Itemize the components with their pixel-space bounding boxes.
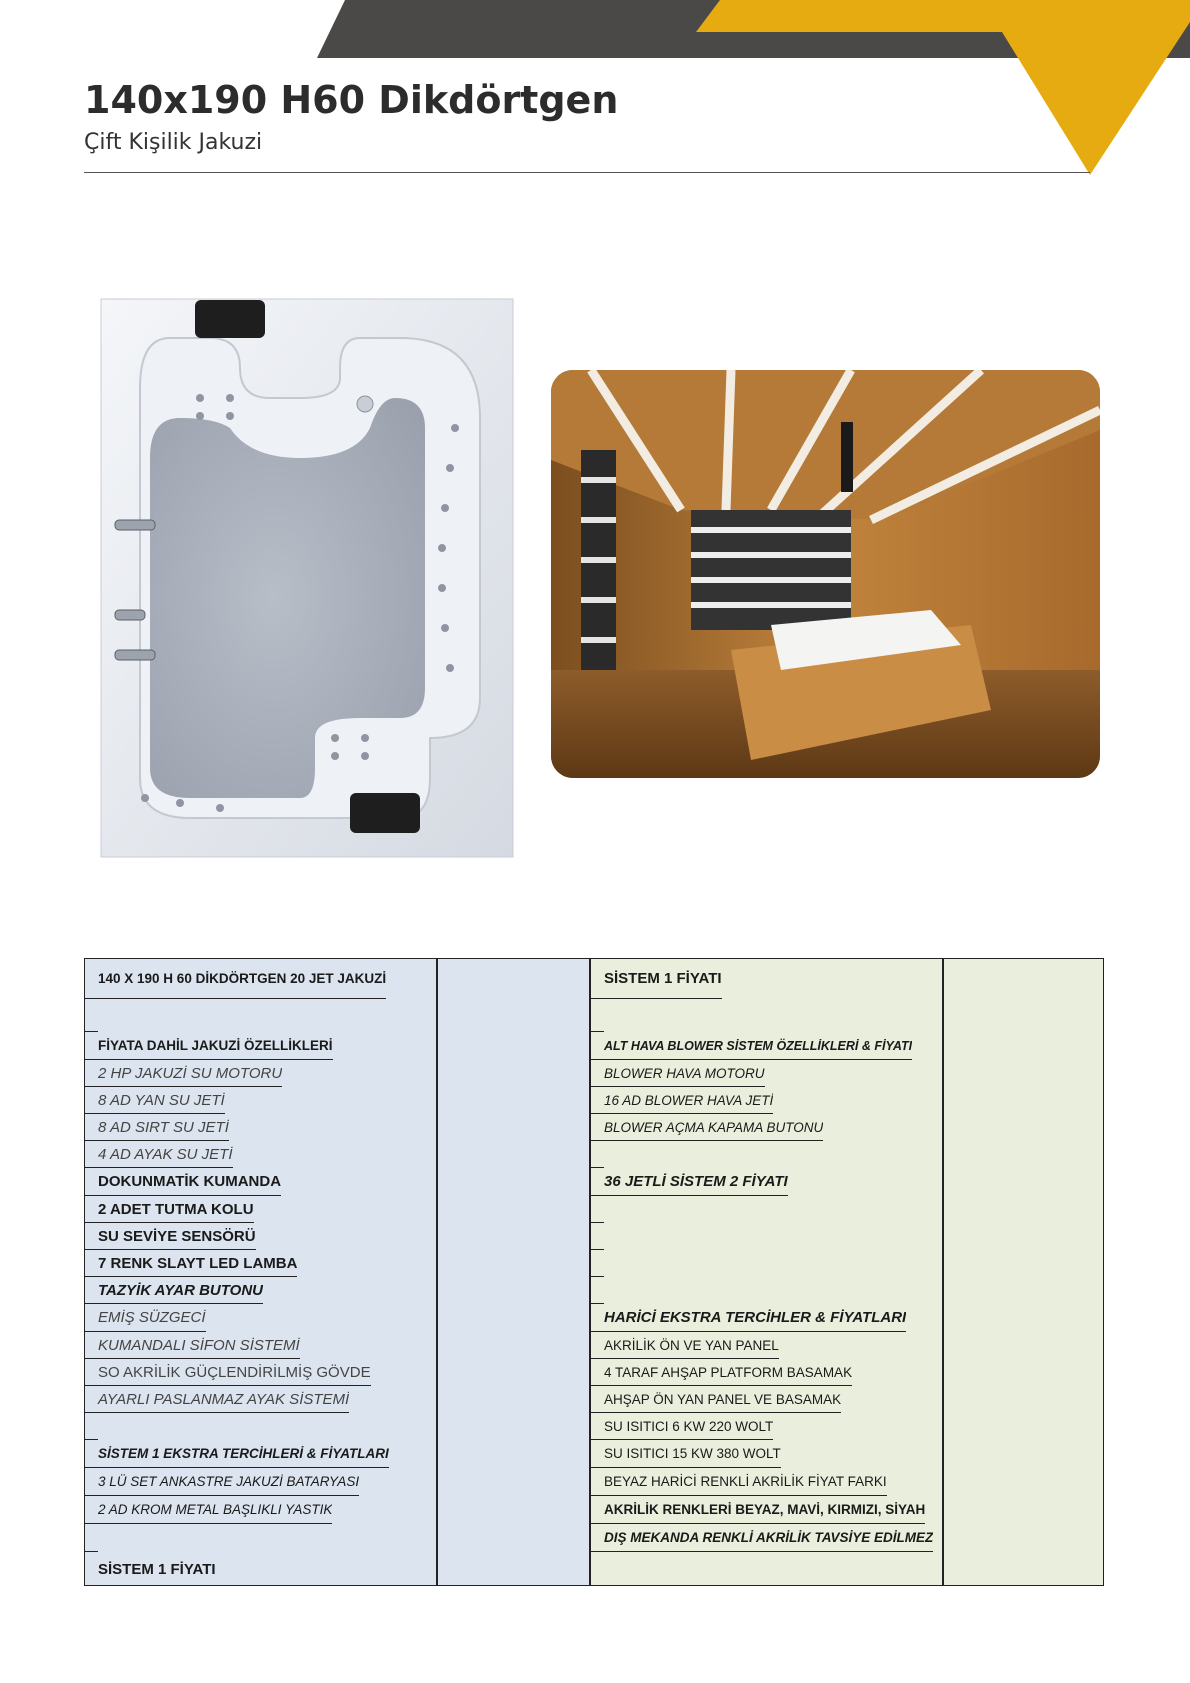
left-row-12: TAZYİK AYAR BUTONU [84,1277,263,1304]
right-row-3: ALT HAVA BLOWER SİSTEM ÖZELLİKLERİ & FİYATI [590,1032,912,1060]
wooden-bathroom-photo [551,370,1100,778]
right-row-10 [590,1223,604,1250]
left-row-16: AYARLI PASLANMAZ AYAK SİSTEMİ [84,1386,349,1413]
right-row-22 [590,1552,604,1586]
right-row-13: HARİCİ EKSTRA TERCİHLER & FİYATLARI [590,1304,906,1332]
right-row-9 [590,1196,604,1223]
right-row-16: AHŞAP ÖN YAN PANEL VE BASAMAK [590,1386,841,1413]
left-column [84,958,436,1586]
right-row-21: DIŞ MEKANDA RENKLİ AKRİLİK TAVSİYE EDİLMEZ [590,1524,933,1552]
left-row-17 [84,1413,98,1440]
right-row-4: BLOWER HAVA MOTORU [590,1060,765,1087]
left-row-22: SİSTEM 1 FİYATI [98,1560,216,1578]
page-subtitle: Çift Kişilik Jakuzi [84,130,263,155]
right-row-20: AKRİLİK RENKLERİ BEYAZ, MAVİ, KIRMIZI, SİYAH [590,1496,925,1524]
left-row-19: 3 LÜ SET ANKASTRE JAKUZİ BATARYASI [84,1468,359,1496]
right-row-5: 16 AD BLOWER HAVA JETİ [590,1087,773,1114]
left-row-15: SO AKRİLİK GÜÇLENDİRİLMİŞ GÖVDE [84,1359,371,1386]
right-row-6: BLOWER AÇMA KAPAMA BUTONU [590,1114,823,1141]
header-divider [84,172,1090,173]
right-row-18: SU ISITICI 15 KW 380 WOLT [590,1440,781,1468]
right-row-15: 4 TARAF AHŞAP PLATFORM BASAMAK [590,1359,852,1386]
left-row-11: 7 RENK SLAYT LED LAMBA [84,1250,297,1277]
right-row-2 [590,999,604,1032]
left-row-2 [84,999,98,1032]
left-row-1: 140 X 190 H 60 DİKDÖRTGEN 20 JET JAKUZİ [84,958,386,999]
left-row-6: 8 AD SIRT SU JETİ [84,1114,229,1141]
right-row-11 [590,1250,604,1277]
right-row-7 [590,1141,604,1168]
left-row-18: SİSTEM 1 EKSTRA TERCİHLERİ & FİYATLARI [84,1440,389,1468]
left-row-21 [84,1524,98,1552]
right-row-12 [590,1277,604,1304]
right-row-19: BEYAZ HARİCİ RENKLİ AKRİLİK FİYAT FARKI [590,1468,887,1496]
left-row-10: SU SEVİYE SENSÖRÜ [84,1223,256,1250]
left-row-13: EMİŞ SÜZGECİ [84,1304,206,1332]
right-row-1: SİSTEM 1 FİYATI [590,958,722,999]
right-row-14: AKRİLİK ÖN VE YAN PANEL [590,1332,779,1359]
accent-triangle [696,0,1190,175]
page-title: 140x190 H60 Dikdörtgen [84,78,619,122]
right-row-17: SU ISITICI 6 KW 220 WOLT [590,1413,773,1440]
left-row-3: FİYATA DAHİL JAKUZİ ÖZELLİKLERİ [84,1032,333,1060]
right-column [590,958,942,1586]
left-row-8: DOKUNMATİK KUMANDA [84,1168,281,1196]
price-table [84,958,1104,1586]
left-row-7: 4 AD AYAK SU JETİ [84,1141,233,1168]
left-row-5: 8 AD YAN SU JETİ [84,1087,225,1114]
left-row-14: KUMANDALI SİFON SİSTEMİ [84,1332,300,1359]
left-row-20: 2 AD KROM METAL BAŞLIKLI YASTIK [84,1496,332,1524]
right-row-8: 36 JETLİ SİSTEM 2 FİYATI [590,1168,788,1196]
left-row-4: 2 HP JAKUZİ SU MOTORU [84,1060,282,1087]
left-row-9: 2 ADET TUTMA KOLU [84,1196,254,1223]
jacuzzi-top-view-image [100,298,514,858]
